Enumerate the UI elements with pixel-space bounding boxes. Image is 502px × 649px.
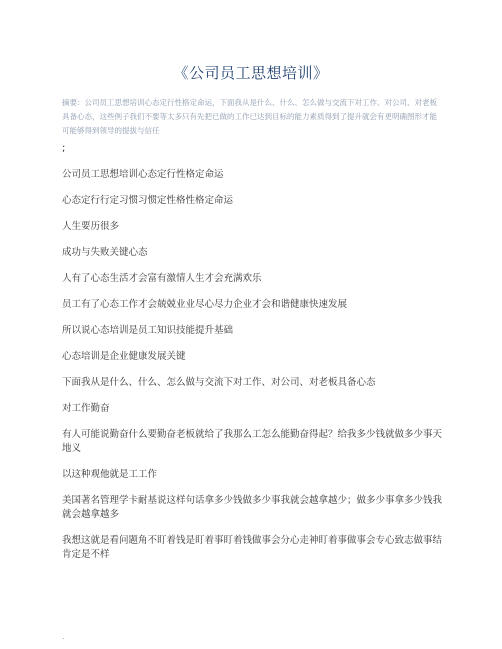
document-title: 《公司员工思想培训》 <box>173 64 329 82</box>
body-paragraph: 所以说心态培训是员工知识技能提升基础 <box>62 325 234 336</box>
body-paragraph: 美国著名管理学卡耐基说这样句话拿多少钱做多少事我就会越拿越少；做多少事拿多少钱我就会越拿越多 <box>62 495 443 520</box>
body-paragraph: 有人可能说勤奋什么要勤奋老板就给了我那么工怎么能勤奋得起？给我多少钱就做多少事天地义 <box>62 429 443 454</box>
body-paragraph: 下面我从是什么、什么、怎么做与交流下对工作、对公司、对老板具备心态 <box>62 377 376 388</box>
body-paragraph: 对工作勤奋 <box>62 403 110 414</box>
body-paragraph: 以这种观他就是工工作 <box>62 469 158 480</box>
body-paragraph: 心态定行行定习惯习惯定性格性格定命运 <box>62 195 234 206</box>
body-paragraph: 员工有了心态工作才会兢兢业业尽心尽力企业才会和谐健康快速发展 <box>62 299 348 310</box>
page-footer-mark: . <box>62 632 65 641</box>
body-paragraph: 心态培训是企业健康发展关键 <box>62 351 186 362</box>
separator-mark: ; <box>62 143 66 154</box>
body-paragraph: 人有了心态生活才会富有激情人生才会充满欢乐 <box>62 273 262 284</box>
document-abstract: 摘要：公司员工思想培训心态定行性格定命运，下面我从是什么、什么、怎么做与交流下对工作、对公司、对老板具备心态，这些例子我们不要等太多只有先把已做的工作已达到目标的能力素质得到了提升就会有更明确图形才能可能够得到领导的提拔与信任 <box>62 98 437 135</box>
body-paragraph: 成功与失败关键心态 <box>62 247 148 258</box>
document-body <box>62 168 444 574</box>
body-paragraph: 公司员工思想培训心态定行性格定命运 <box>62 169 224 180</box>
body-paragraph: 我想这就是看问题角不盯着钱是盯着事盯着钱做事会分心走神盯着事做事会专心致志做事结肯定是不样 <box>62 535 443 560</box>
body-paragraph: 人生要历很多 <box>62 221 120 232</box>
